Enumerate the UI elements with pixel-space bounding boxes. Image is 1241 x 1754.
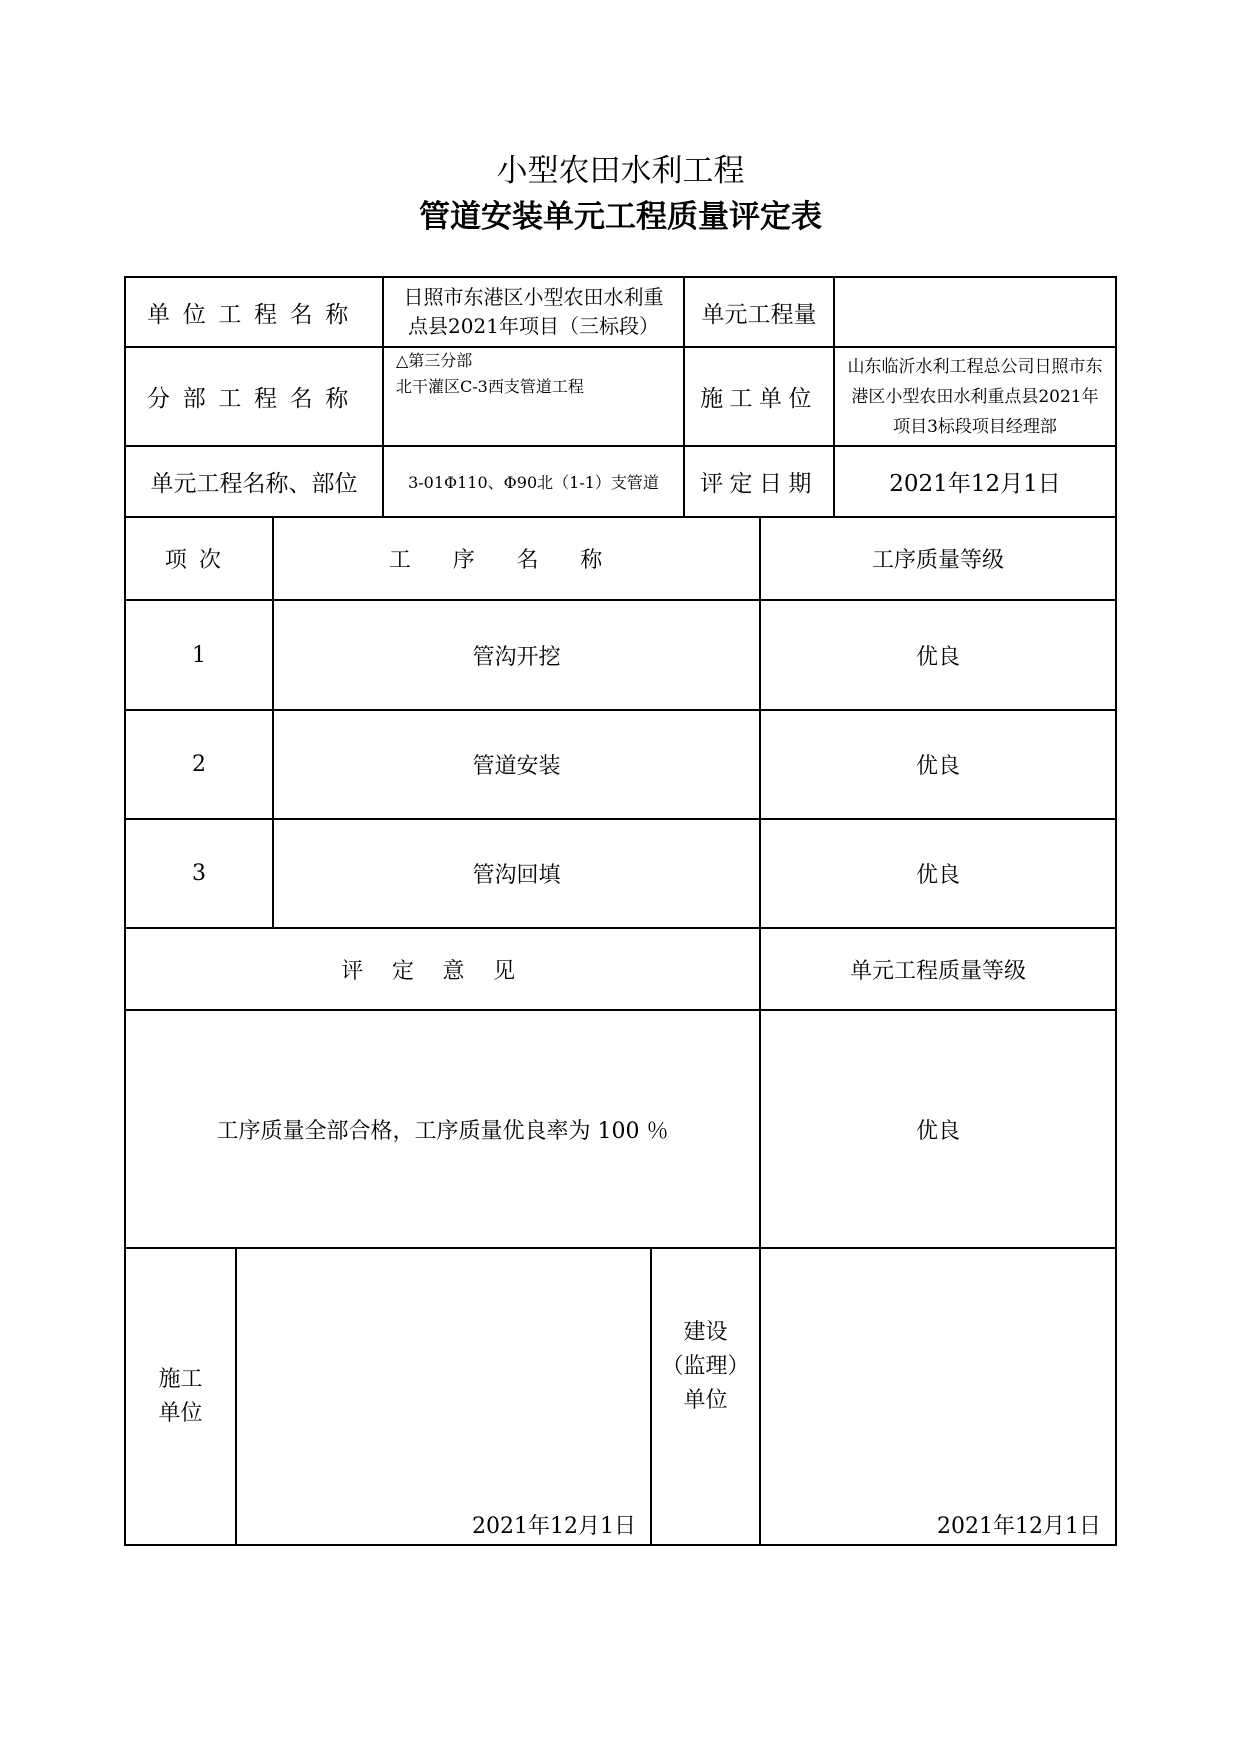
division-value-line1: △第三分部 bbox=[396, 351, 473, 370]
owner-sign-date: 2021年12月1日 bbox=[937, 1514, 1101, 1539]
contractor-sign-date: 2021年12月1日 bbox=[472, 1514, 636, 1539]
row-1-no: 1 bbox=[192, 642, 206, 668]
grid-line bbox=[1115, 276, 1117, 1546]
division-value-line2: 北干灌区C-3西支管道工程 bbox=[396, 377, 584, 396]
opinion-label: 评定意见 bbox=[341, 958, 544, 984]
owner-sign-label-line1: 建设 bbox=[683, 1319, 728, 1345]
division-label: 分部工程名称 bbox=[147, 386, 361, 412]
row-3-name: 管沟回填 bbox=[472, 863, 561, 888]
opinion-text: 工序质量全部合格，工序质量优良率为 100 ％ bbox=[216, 1118, 669, 1144]
eval-date-value: 2021年12月1日 bbox=[889, 471, 1061, 497]
eval-date-label: 评定日期 bbox=[700, 471, 818, 497]
grid-line bbox=[124, 1544, 1117, 1546]
element-grade-value: 优良 bbox=[915, 1118, 960, 1144]
contractor-sign-area bbox=[237, 1249, 650, 1544]
row-1-name: 管沟开挖 bbox=[472, 644, 561, 670]
contractor-label: 施工单位 bbox=[700, 386, 818, 412]
col-item-header: 项次 bbox=[164, 548, 234, 573]
division-value bbox=[384, 348, 683, 445]
contractor-value: 山东临沂水利工程总公司日照市东港区小型农田水利重点县2021年项目3标段项目经理部 bbox=[847, 356, 1103, 437]
col-grade-header: 工序质量等级 bbox=[871, 548, 1004, 573]
contractor-sign-label-line2: 单位 bbox=[158, 1400, 203, 1426]
element-name-label: 单元工程名称、部位 bbox=[150, 471, 358, 497]
row-2-name: 管道安装 bbox=[472, 754, 561, 779]
row-2-grade: 优良 bbox=[915, 754, 960, 779]
owner-sign-label-line2: （监理） bbox=[661, 1353, 750, 1379]
element-quantity-label: 单元工程量 bbox=[701, 301, 817, 328]
document-title-line2: 管道安装单元工程质量评定表 bbox=[419, 199, 822, 235]
col-name-header: 工序名称 bbox=[388, 548, 645, 573]
contractor-sign-label-line1: 施工 bbox=[158, 1366, 203, 1392]
row-2-no: 2 bbox=[192, 752, 206, 777]
unit-project-label: 单位工程名称 bbox=[147, 301, 361, 328]
quality-evaluation-form bbox=[124, 276, 1117, 1546]
owner-sign-label bbox=[652, 1249, 759, 1544]
owner-sign-area bbox=[761, 1249, 1115, 1544]
row-1-grade: 优良 bbox=[915, 644, 960, 670]
contractor-sign-label bbox=[126, 1249, 235, 1544]
element-grade-label: 单元工程质量等级 bbox=[849, 958, 1026, 984]
element-name-value: 3-01Φ110、Φ90北（1-1）支管道 bbox=[408, 473, 659, 492]
unit-project-value: 日照市东港区小型农田水利重点县2021年项目（三标段） bbox=[403, 285, 664, 338]
document-title-line1: 小型农田水利工程 bbox=[496, 153, 745, 189]
row-3-grade: 优良 bbox=[915, 863, 960, 888]
owner-sign-label-line3: 单位 bbox=[683, 1387, 728, 1413]
row-3-no: 3 bbox=[192, 861, 206, 886]
element-quantity-value bbox=[835, 278, 1115, 346]
